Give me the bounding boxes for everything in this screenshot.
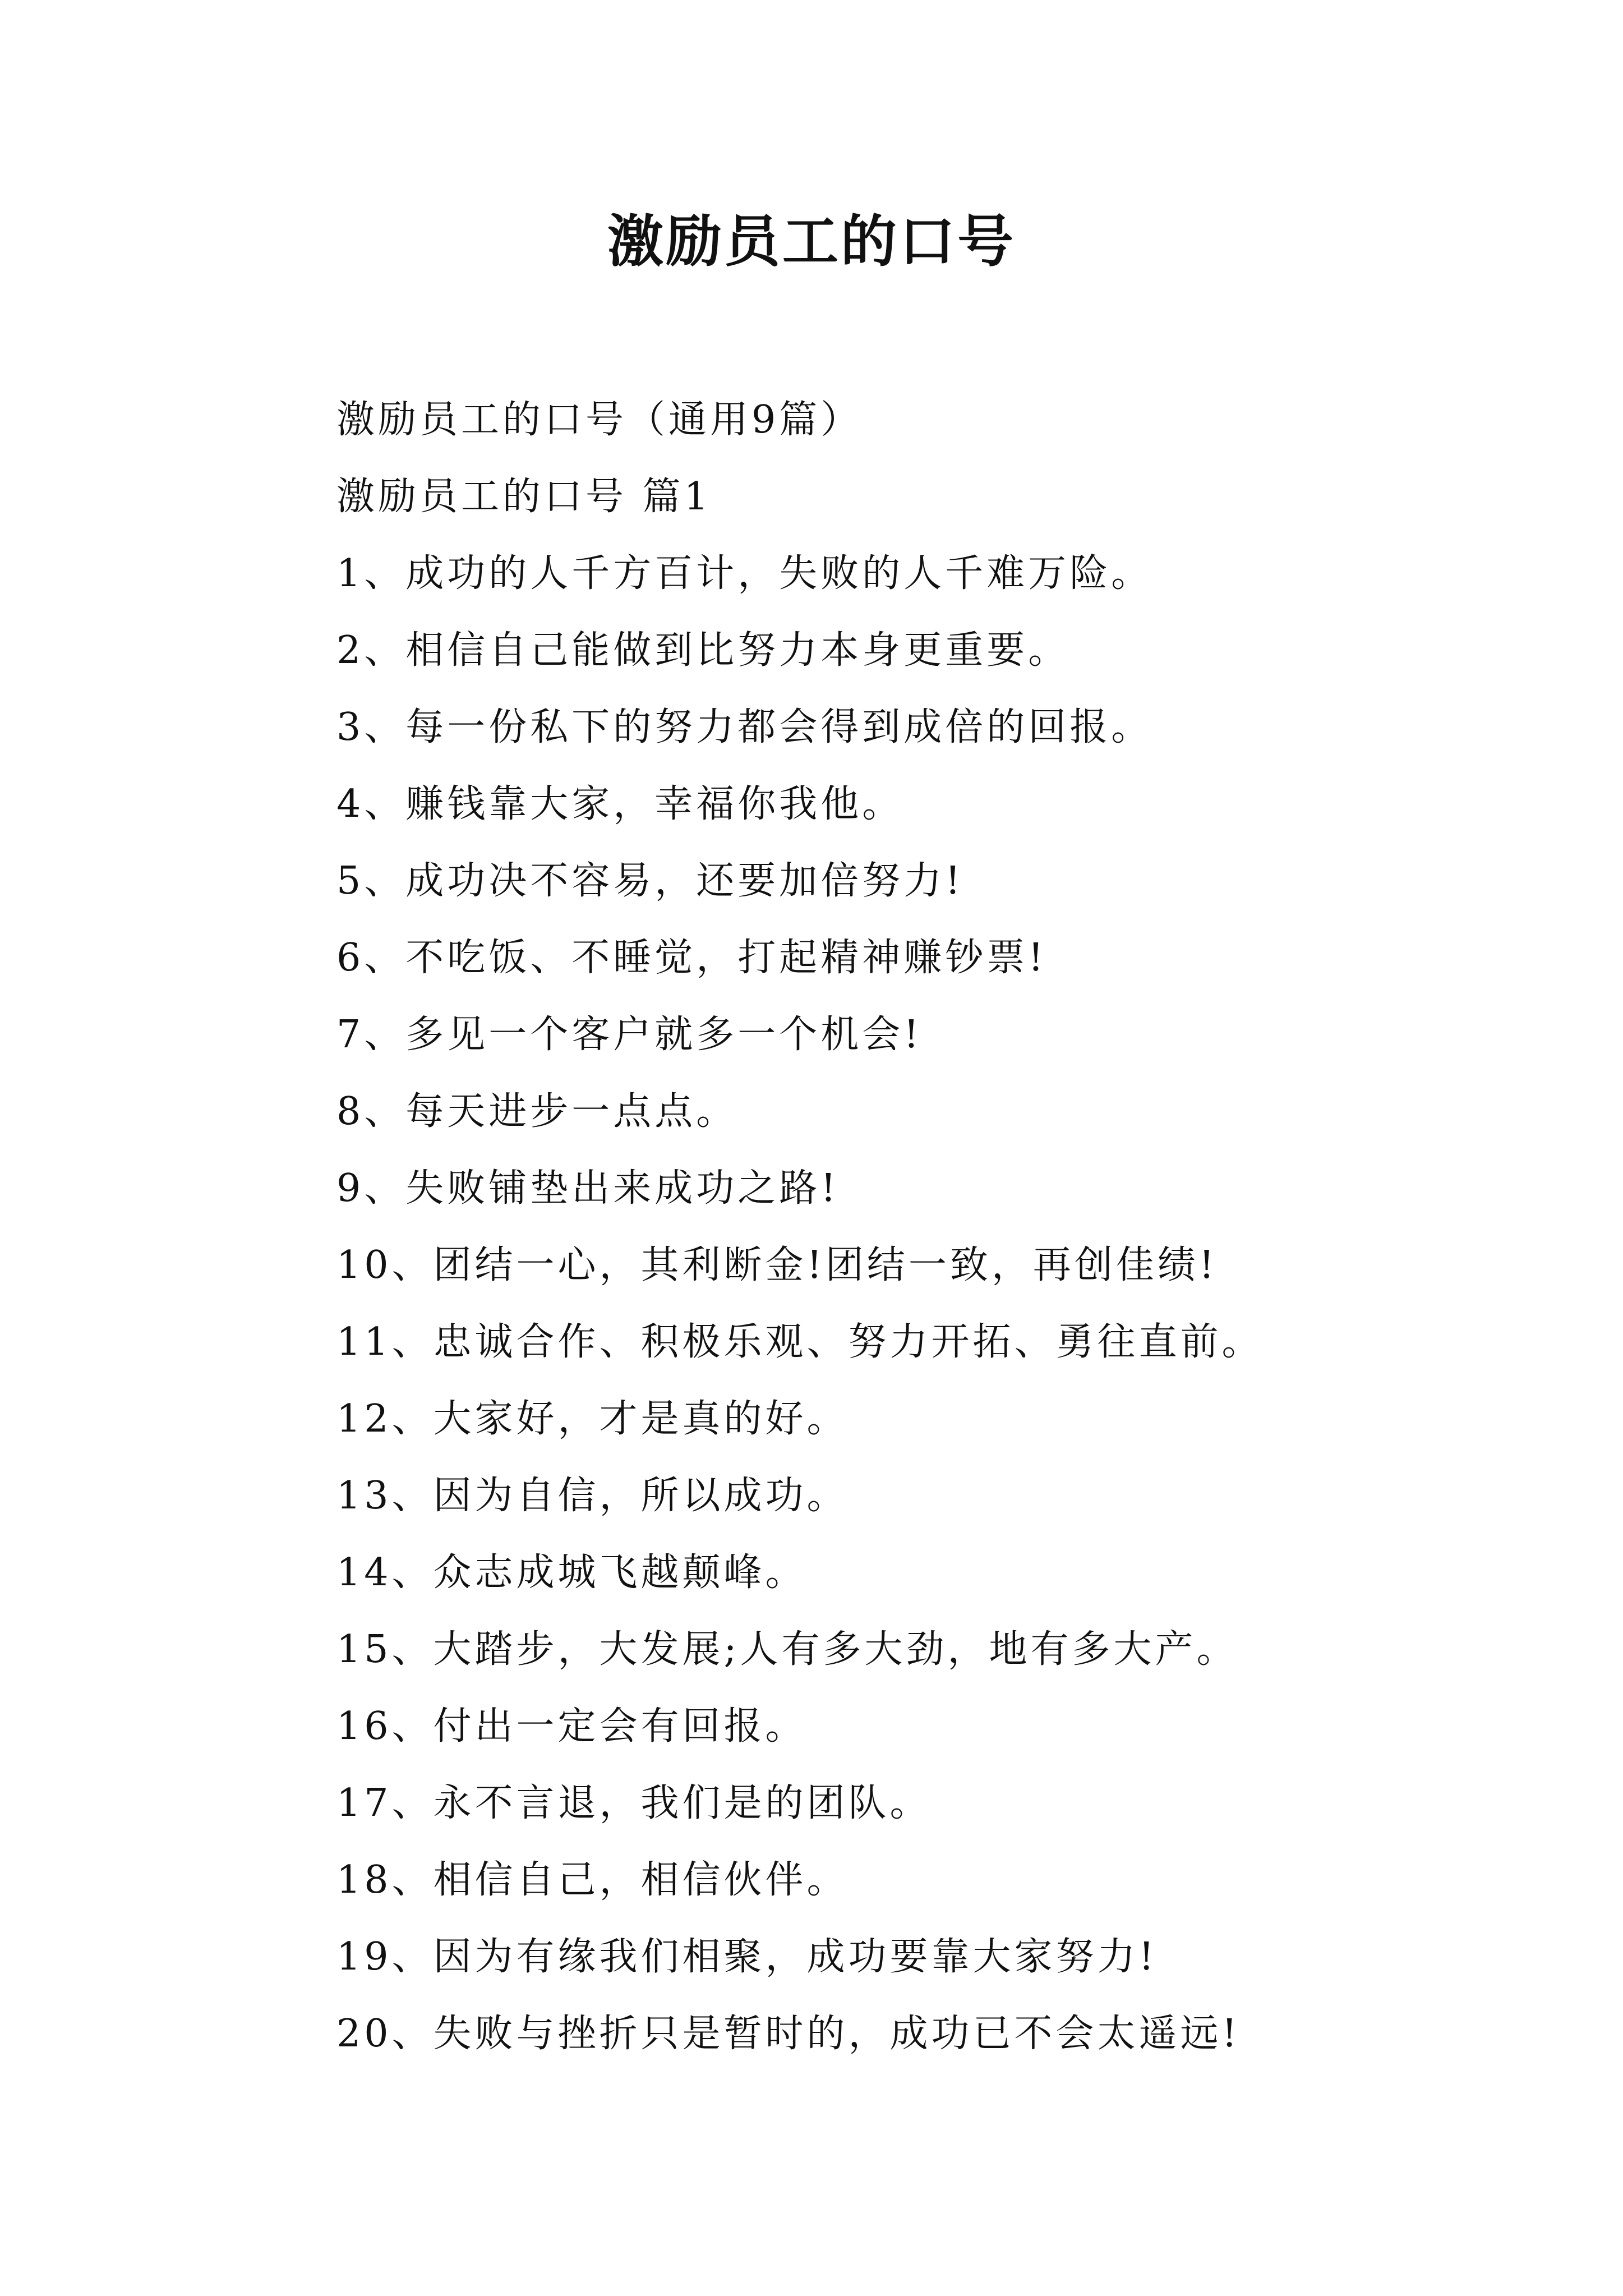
- list-item: 10、团结一心，其利断金!团结一致，再创佳绩!: [336, 1243, 1218, 1287]
- list-item: 2、相信自己能做到比努力本身更重要。: [336, 628, 1070, 673]
- list-item: 17、永不言退，我们是的团队。: [336, 1781, 932, 1825]
- list-item: 4、赚钱靠大家，幸福你我他。: [336, 782, 904, 826]
- list-item: 12、大家好，才是真的好。: [336, 1397, 849, 1441]
- list-item: 7、多见一个客户就多一个机会!: [336, 1013, 923, 1057]
- list-item: 13、因为自信，所以成功。: [336, 1474, 849, 1518]
- list-item: 19、因为有缘我们相聚，成功要靠大家努力!: [336, 1935, 1158, 1979]
- list-item: 1、成功的人千方百计，失败的人千难万险。: [336, 551, 1153, 596]
- list-item: 14、众志成城飞越颠峰。: [336, 1550, 807, 1595]
- list-item: 3、每一份私下的努力都会得到成倍的回报。: [336, 705, 1153, 749]
- document-body: [336, 381, 1514, 2072]
- list-item: 8、每天进步一点点。: [336, 1089, 738, 1134]
- list-item: 18、相信自己，相信伙伴。: [336, 1858, 849, 1902]
- list-item: 20、失败与挫折只是暂时的，成功已不会太遥远!: [336, 2012, 1241, 2056]
- page-title: 激励员工的口号: [607, 208, 1016, 274]
- list-item: 15、大踏步，大发展;人有多大劲，地有多大产。: [336, 1627, 1238, 1672]
- section-heading: 激励员工的口号 篇1: [336, 475, 712, 519]
- list-item: 6、不吃饭、不睡觉，打起精神赚钞票!: [336, 936, 1047, 980]
- list-item: 16、付出一定会有回报。: [336, 1704, 807, 1749]
- list-item: 5、成功决不容易，还要加倍努力!: [336, 859, 964, 903]
- document-subtitle: 激励员工的口号（通用9篇）: [336, 398, 863, 442]
- list-item: 11、忠诚合作、积极乐观、努力开拓、勇往直前。: [336, 1320, 1264, 1364]
- list-item: 9、失败铺垫出来成功之路!: [336, 1166, 840, 1211]
